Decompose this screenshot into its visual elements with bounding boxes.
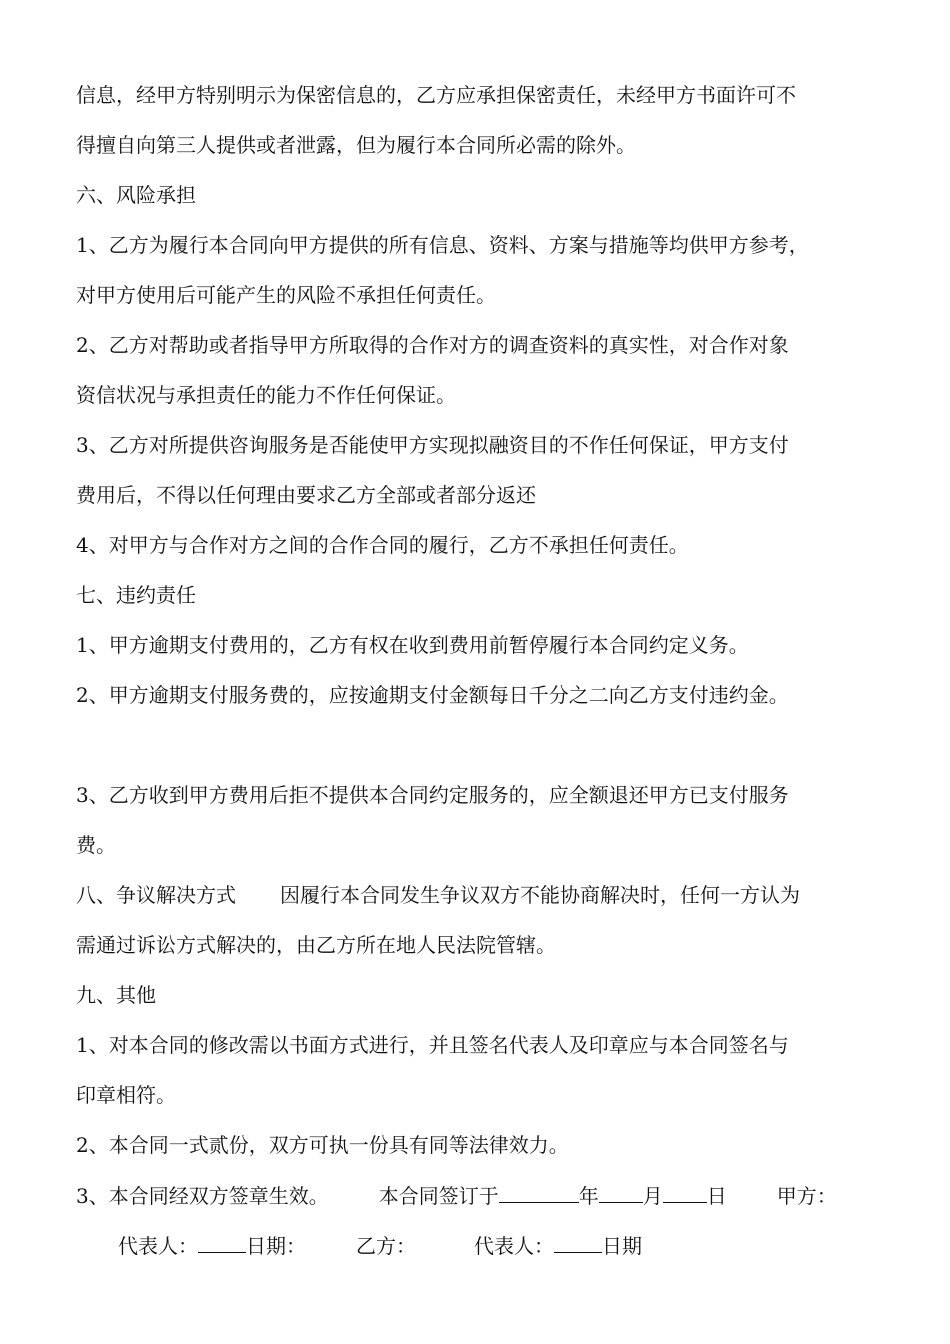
text-line: 1、乙方为履行本合同向甲方提供的所有信息、资料、方案与措施等均供甲方参考， xyxy=(76,233,809,257)
rep-b-label: 代表人： xyxy=(474,1234,554,1258)
text-line: 印章相符。 xyxy=(76,1083,176,1107)
date-b-label: 日期 xyxy=(602,1234,642,1258)
year-blank[interactable] xyxy=(499,1180,579,1203)
dispute-heading: 八、争议解决方式 xyxy=(76,883,236,907)
section-heading-breach: 七、违约责任 xyxy=(76,583,196,607)
date-a-label: 日期： xyxy=(246,1234,306,1258)
dispute-text: 因履行本合同发生争议双方不能协商解决时，任何一方认为 xyxy=(280,883,800,907)
month-label: 月 xyxy=(642,1184,663,1208)
text-line: 需通过诉讼方式解决的，由乙方所在地人民法院管辖。 xyxy=(76,933,556,957)
party-a-label: 甲方： xyxy=(776,1184,837,1208)
signature-clause: 3、本合同经双方签章生效。 xyxy=(76,1184,329,1208)
rep-b-blank[interactable] xyxy=(554,1230,602,1253)
text-line: 4、对甲方与合作对方之间的合作合同的履行，乙方不承担任何责任。 xyxy=(76,533,689,557)
party-b-label: 乙方： xyxy=(356,1234,416,1258)
rep-a-blank[interactable] xyxy=(198,1230,246,1253)
text-line: 3、乙方收到甲方费用后拒不提供本合同约定服务的，应全额退还甲方已支付服务 xyxy=(76,783,789,807)
text-line: 2、本合同一式贰份，双方可执一份具有同等法律效力。 xyxy=(76,1133,569,1157)
section-heading-other: 九、其他 xyxy=(76,983,156,1007)
section-heading-risk: 六、风险承担 xyxy=(76,183,196,207)
text-line: 3、乙方对所提供咨询服务是否能使甲方实现拟融资目的不作任何保证，甲方支付 xyxy=(76,433,789,457)
text-line: 2、乙方对帮助或者指导甲方所取得的合作对方的调查资料的真实性，对合作对象 xyxy=(76,333,789,357)
signature-line xyxy=(76,1180,888,1210)
rep-a-label: 代表人： xyxy=(118,1234,198,1258)
signed-on-label: 本合同签订于 xyxy=(378,1184,499,1208)
text-line: 2、甲方逾期支付服务费的，应按逾期支付金额每日千分之二向乙方支付违约金。 xyxy=(76,683,789,707)
text-line: 1、甲方逾期支付费用的，乙方有权在收到费用前暂停履行本合同约定义务。 xyxy=(76,633,749,657)
text-line: 得擅自向第三人提供或者泄露，但为履行本合同所必需的除外。 xyxy=(76,133,636,157)
section-heading-dispute xyxy=(76,880,888,910)
month-blank[interactable] xyxy=(599,1180,643,1203)
representative-line xyxy=(76,1230,888,1260)
text-line: 费用后，不得以任何理由要求乙方全部或者部分返还 xyxy=(76,483,536,507)
text-line: 对甲方使用后可能产生的风险不承担任何责任。 xyxy=(76,283,496,307)
text-line: 费。 xyxy=(76,833,116,857)
text-line: 信息，经甲方特别明示为保密信息的，乙方应承担保密责任，未经甲方书面许可不 xyxy=(76,83,796,107)
day-label: 日 xyxy=(706,1184,727,1208)
year-label: 年 xyxy=(578,1184,599,1208)
contract-page xyxy=(76,80,888,1260)
day-blank[interactable] xyxy=(663,1180,707,1203)
text-line: 资信状况与承担责任的能力不作任何保证。 xyxy=(76,383,456,407)
text-line: 1、对本合同的修改需以书面方式进行，并且签名代表人及印章应与本合同签名与 xyxy=(76,1033,789,1057)
